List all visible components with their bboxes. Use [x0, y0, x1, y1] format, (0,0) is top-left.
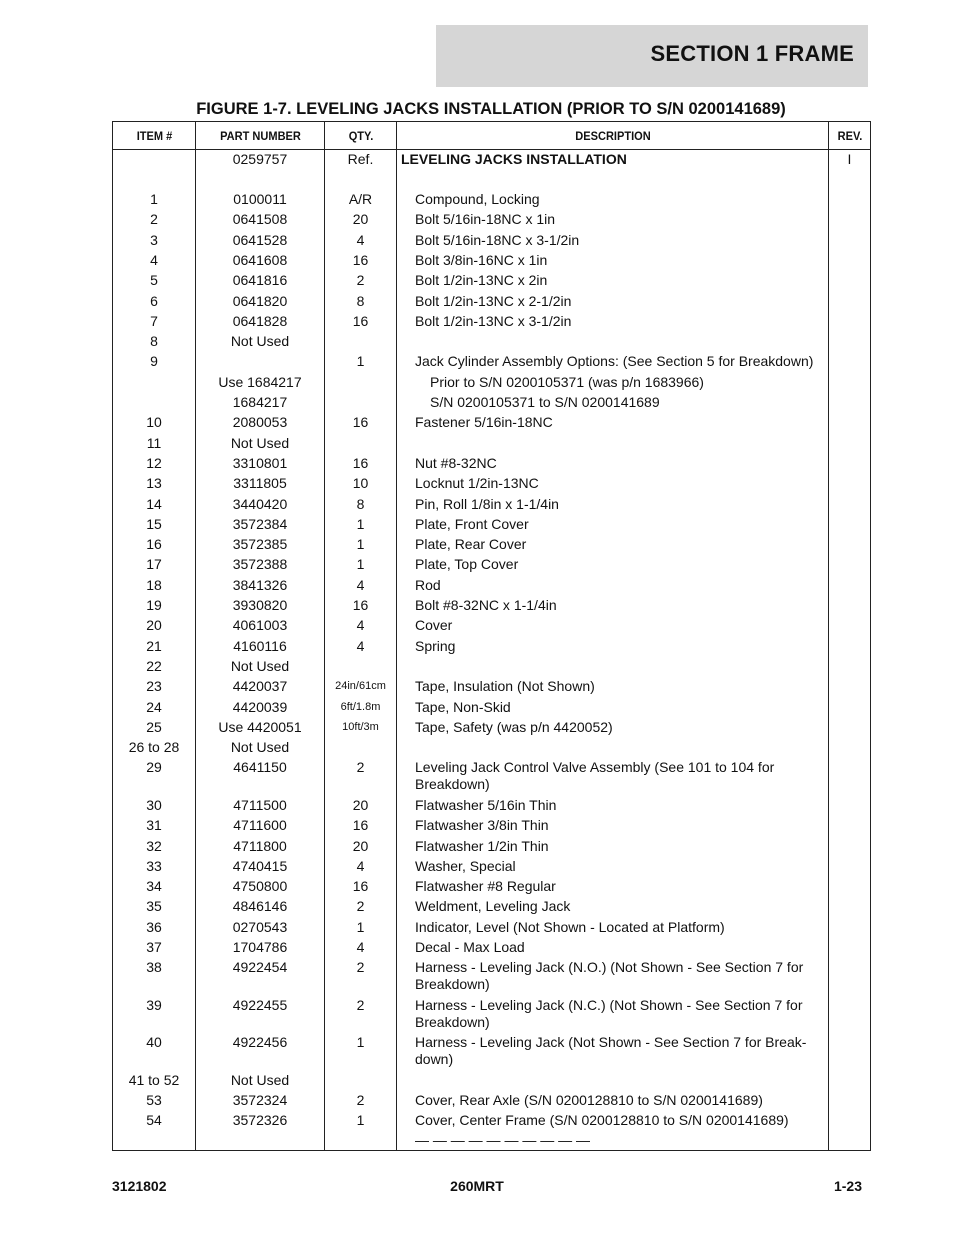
- part-number: 0641828: [232, 312, 288, 329]
- quantity: 16: [352, 597, 369, 613]
- description: Bolt 5/16in-18NC x 3-1/2in: [415, 231, 580, 248]
- part-number: 4641150: [233, 759, 287, 776]
- item-number: 54: [146, 1112, 162, 1129]
- description: Prior to S/N 0200105371 (was p/n 1683966): [430, 373, 704, 390]
- quantity: 16: [352, 251, 369, 268]
- quantity: 2: [356, 759, 365, 776]
- quantity: 24in/61cm: [335, 680, 386, 693]
- part-number: 4922456: [232, 1034, 288, 1051]
- item-number: 35: [146, 898, 162, 915]
- description: Plate, Front Cover: [415, 515, 529, 532]
- part-number: 3572388: [232, 556, 288, 573]
- quantity: 2: [356, 272, 365, 289]
- part-number: Not Used: [230, 657, 290, 674]
- item-number: 11: [146, 434, 162, 451]
- part-number: 4711500: [233, 796, 287, 813]
- description: Harness - Leveling Jack (N.O.) (Not Shown - See Section 7 for Breakdown): [415, 959, 804, 993]
- part-number: Not Used: [230, 333, 290, 350]
- quantity: 20: [352, 211, 369, 228]
- quantity: 6ft/1.8m: [340, 700, 381, 713]
- part-number: 4740415: [232, 857, 288, 874]
- description: Bolt 3/8in-16NC x 1in: [415, 251, 548, 268]
- part-number: 4160116: [233, 637, 287, 654]
- footer-doc-number: 3121802: [112, 1178, 167, 1194]
- part-number: 3440420: [232, 495, 288, 512]
- item-number: 12: [146, 454, 162, 471]
- section-title: SECTION 1 FRAME: [650, 41, 854, 66]
- item-number: 30: [146, 796, 162, 813]
- description: Bolt 1/2in-13NC x 3-1/2in: [415, 312, 572, 329]
- column-header-item: ITEM #: [116, 122, 192, 150]
- description: Nut #8-32NC: [415, 454, 497, 471]
- column-header-qty: QTY.: [327, 122, 393, 150]
- description: Bolt 1/2in-13NC x 2in: [415, 272, 548, 289]
- part-number: 4711800: [233, 837, 287, 854]
- part-number: 4420037: [232, 678, 288, 695]
- description: Bolt 5/16in-18NC x 1in: [415, 211, 556, 228]
- quantity: 4: [356, 857, 365, 874]
- description: Harness - Leveling Jack (N.C.) (Not Shown - See Section 7 for Breakdown): [415, 996, 803, 1030]
- item-number: 6: [150, 292, 158, 309]
- item-number: 1: [150, 191, 158, 207]
- item-number: 3: [150, 231, 158, 248]
- footer-model: 260MRT: [450, 1178, 504, 1194]
- revision: I: [847, 151, 852, 167]
- part-number: 3930820: [232, 597, 288, 613]
- part-number: 3572385: [232, 536, 288, 553]
- item-number: 8: [150, 333, 158, 350]
- quantity: 16: [352, 878, 369, 895]
- quantity: Ref.: [347, 151, 374, 167]
- table-header-row: [113, 122, 871, 150]
- quantity: 2: [356, 959, 365, 976]
- item-number: 17: [146, 556, 162, 573]
- quantity: 1: [356, 536, 365, 553]
- description-column: [397, 150, 828, 1150]
- item-number: 33: [146, 857, 162, 874]
- part-number: 3572384: [232, 515, 288, 532]
- quantity: 16: [352, 312, 369, 329]
- quantity: 20: [352, 796, 369, 813]
- description: Harness - Leveling Jack (Not Shown - See Section 7 for Break-down): [415, 1034, 807, 1068]
- item-number: 13: [146, 475, 162, 492]
- description: Plate, Rear Cover: [415, 536, 527, 553]
- description: Bolt #8-32NC x 1-1/4in: [415, 597, 557, 613]
- item-number: 19: [146, 597, 162, 613]
- item-number: 7: [150, 312, 158, 329]
- column-header-part-number: PART NUMBER: [201, 122, 320, 150]
- item-number: 18: [146, 576, 162, 593]
- item-number: 34: [146, 878, 162, 895]
- item-number: 10: [146, 414, 162, 431]
- item-number: 22: [146, 657, 162, 674]
- description: Washer, Special: [415, 857, 516, 874]
- item-number: 24: [146, 698, 162, 715]
- description: S/N 0200105371 to S/N 0200141689: [430, 394, 660, 410]
- end-of-list-marker: — — — — — — — — — —: [415, 1131, 591, 1148]
- part-number: 0100011: [233, 191, 287, 207]
- quantity: 16: [352, 414, 369, 431]
- quantity: 4: [356, 637, 365, 654]
- item-number: 36: [146, 918, 162, 935]
- part-number: 4922455: [232, 996, 288, 1013]
- quantity: 1: [356, 353, 365, 370]
- item-number: 15: [146, 515, 162, 532]
- description: Cover, Rear Axle (S/N 0200128810 to S/N 0200141689): [415, 1092, 763, 1109]
- description: Tape, Insulation (Not Shown): [415, 678, 595, 695]
- part-number-column: [196, 150, 324, 1150]
- description: Leveling Jack Control Valve Assembly (See 101 to 104 for Breakdown): [415, 759, 775, 793]
- part-number: Not Used: [230, 739, 290, 756]
- item-number: 26 to 28: [128, 739, 180, 756]
- item-number: 39: [146, 996, 162, 1013]
- quantity: A/R: [348, 191, 373, 207]
- part-number: 4061003: [232, 617, 288, 634]
- item-number: 32: [146, 837, 162, 854]
- description: Tape, Safety (was p/n 4420052): [415, 718, 613, 735]
- quantity: 1: [356, 918, 365, 935]
- description: Rod: [415, 576, 441, 593]
- quantity: 8: [356, 292, 365, 309]
- part-number: 3841326: [232, 576, 288, 593]
- quantity: 1: [356, 515, 365, 532]
- item-number: 21: [146, 637, 162, 654]
- part-number: 4750800: [232, 878, 288, 895]
- part-number: 3311805: [233, 475, 287, 492]
- part-number: 4420039: [232, 698, 288, 715]
- quantity: 20: [352, 837, 369, 854]
- column-header-rev: REV.: [830, 122, 869, 150]
- part-number: 1704786: [232, 939, 288, 955]
- quantity: 4: [356, 617, 365, 634]
- item-number: 31: [146, 817, 162, 834]
- description: Cover, Center Frame (S/N 0200128810 to S/N 0200141689): [415, 1112, 789, 1129]
- quantity: 16: [352, 817, 369, 834]
- description: Bolt 1/2in-13NC x 2-1/2in: [415, 292, 572, 309]
- description: Compound, Locking: [415, 191, 540, 207]
- part-number: 0641816: [232, 272, 288, 289]
- figure-title: FIGURE 1-7. LEVELING JACKS INSTALLATION (PRIOR TO S/N 0200141689): [196, 100, 786, 118]
- description: Spring: [415, 637, 456, 654]
- item-number: 53: [146, 1092, 162, 1109]
- item-number: 37: [146, 939, 162, 955]
- quantity: 4: [356, 939, 365, 955]
- item-number: 25: [146, 718, 162, 735]
- description: Cover: [415, 617, 453, 634]
- part-number: 0641528: [232, 231, 288, 248]
- part-number: 1684217: [232, 394, 288, 410]
- item-number: 29: [146, 759, 162, 776]
- part-number: 0641820: [232, 292, 288, 309]
- part-number: Not Used: [230, 1071, 290, 1088]
- item-column: [113, 150, 195, 1150]
- part-number: 4711600: [233, 817, 287, 834]
- description: Fastener 5/16in-18NC: [415, 414, 553, 431]
- part-number: Use 4420051: [218, 718, 302, 735]
- part-number: 0641608: [232, 251, 288, 268]
- quantity: 10: [352, 475, 369, 492]
- part-number: 0641508: [232, 211, 288, 228]
- qty-column: [325, 150, 396, 1150]
- quantity: 4: [356, 231, 365, 248]
- description: Pin, Roll 1/8in x 1-1/4in: [415, 495, 559, 512]
- quantity: 2: [356, 1092, 365, 1109]
- item-number: 38: [146, 959, 162, 976]
- quantity: 2: [356, 898, 365, 915]
- description: LEVELING JACKS INSTALLATION: [401, 151, 627, 167]
- quantity: 10ft/3m: [342, 720, 379, 733]
- section-header-box: [436, 25, 868, 87]
- footer-page-number: 1-23: [833, 1178, 862, 1194]
- part-number: 4922454: [232, 959, 288, 976]
- description: Jack Cylinder Assembly Options: (See Section 5 for Breakdown): [415, 353, 814, 370]
- description: Indicator, Level (Not Shown - Located at Platform): [415, 918, 725, 935]
- description: Flatwasher #8 Regular: [415, 878, 556, 895]
- part-number: 0259757: [232, 151, 288, 167]
- description: Locknut 1/2in-13NC: [415, 475, 539, 492]
- description: Plate, Top Cover: [415, 556, 519, 573]
- part-number: 3572326: [232, 1112, 288, 1129]
- description: Flatwasher 3/8in Thin: [415, 817, 549, 834]
- part-number: 3310801: [232, 454, 288, 471]
- description: Flatwasher 1/2in Thin: [415, 837, 549, 854]
- item-number: 41 to 52: [128, 1071, 180, 1088]
- quantity: 1: [356, 1112, 365, 1129]
- item-number: 23: [146, 678, 162, 695]
- quantity: 8: [356, 495, 365, 512]
- item-number: 16: [146, 536, 162, 553]
- item-number: 5: [150, 272, 158, 289]
- quantity: 1: [356, 1034, 365, 1051]
- quantity: 16: [352, 454, 369, 471]
- quantity: 4: [356, 576, 365, 593]
- column-header-description: DESCRIPTION: [414, 122, 811, 150]
- part-number: 4846146: [232, 898, 288, 915]
- item-number: 14: [146, 495, 162, 512]
- part-number: Use 1684217: [218, 373, 302, 390]
- item-number: 2: [150, 211, 158, 228]
- item-number: 40: [146, 1034, 162, 1051]
- rev-column: [829, 150, 870, 1150]
- parts-table: [112, 121, 871, 1151]
- part-number: 2080053: [232, 414, 288, 431]
- description: Flatwasher 5/16in Thin: [415, 796, 557, 813]
- item-number: 9: [150, 353, 158, 370]
- description: Weldment, Leveling Jack: [415, 898, 571, 915]
- part-number: 3572324: [232, 1092, 288, 1109]
- item-number: 4: [150, 251, 158, 268]
- part-number: Not Used: [230, 434, 290, 451]
- part-number: 0270543: [232, 918, 288, 935]
- description: Decal - Max Load: [415, 939, 525, 955]
- quantity: 1: [356, 556, 365, 573]
- description: Tape, Non-Skid: [415, 698, 511, 715]
- item-number: 20: [146, 617, 162, 634]
- quantity: 2: [356, 996, 365, 1013]
